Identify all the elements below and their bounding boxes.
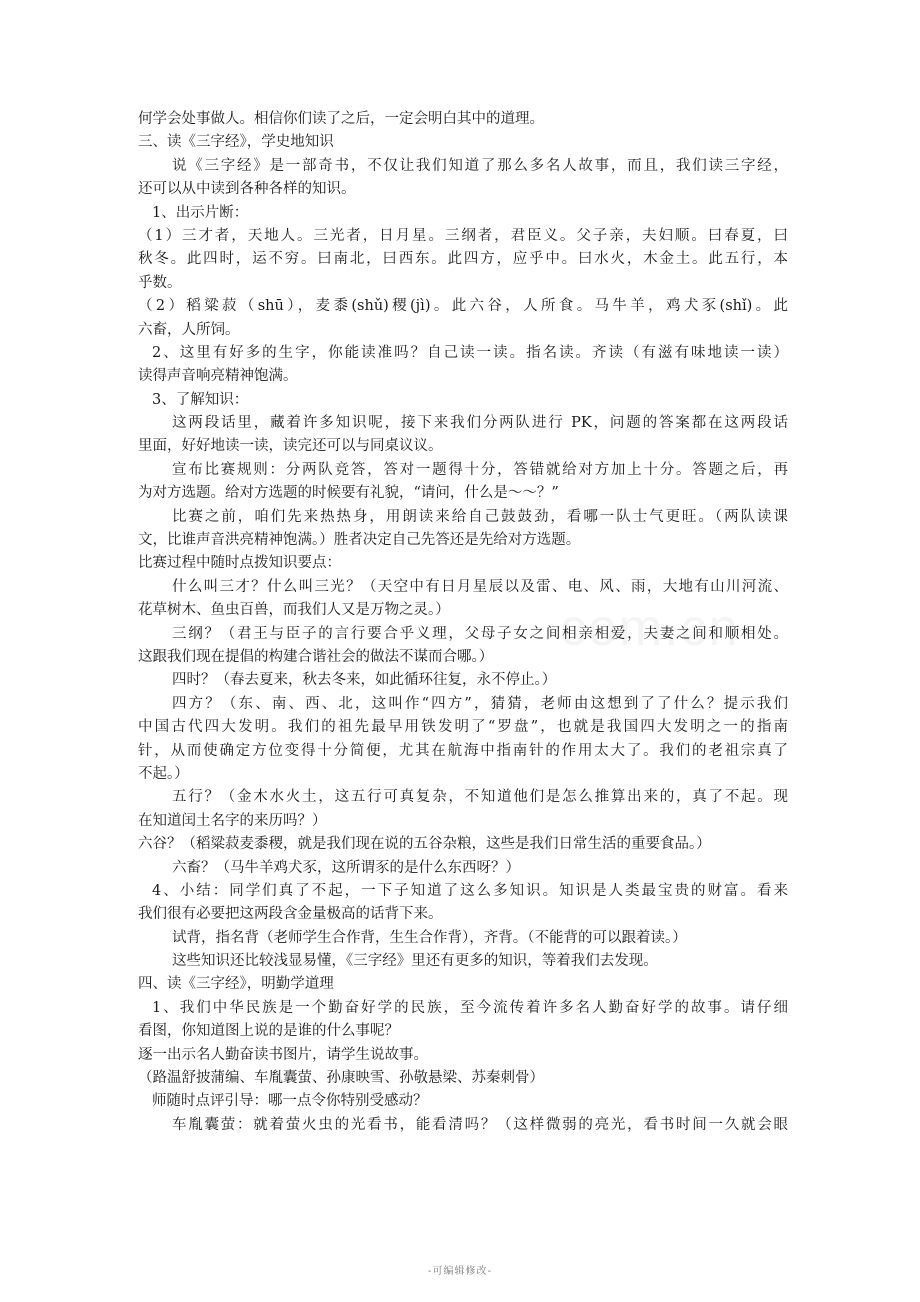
text-line: 三、读《三字经》，学史地知识 [138,134,334,151]
text-line: 试背，指名背（老师学生合作背，生生合作背），齐背。（不能背的可以跟着读。） [172,929,687,946]
text-line: 车胤囊萤：就着萤火虫的光看书，能看清吗？（这样微弱的亮光，看书时间一久就会眼 [172,1116,788,1133]
text-line: 花草树木、鱼虫百兽，而我们人又是万物之灵。） [138,602,450,619]
text-line: 逐一出示名人勤奋读书图片，请学生说故事。 [138,1046,428,1063]
text-line: 这些知识还比较浅显易懂，《三字经》里还有更多的知识，等着我们去发现。 [172,953,658,970]
document-body [138,108,788,1137]
text-line: 3、了解知识： [152,391,249,408]
text-line: 比赛之前，咱们先来热热身，用朗读来给自己鼓鼓劲，看哪一队士气更旺。（两队读课 [172,508,788,525]
text-line: 读得声音响亮精神饱满。 [138,368,298,385]
text-line: （路温舒披蒲编、车胤囊萤、孙康映雪、孙敬悬梁、苏秦刺骨） [138,1070,544,1087]
text-line: 还可以从中读到各种各样的知识。 [138,181,356,198]
text-line: 文，比谁声音洪亮精神饱满。）胜者决定自己先答还是先给对方选题。 [138,532,581,549]
text-line: 比赛过程中随时点拨知识要点： [138,555,341,572]
text-line: 4、小结：同学们真了不起，一下子知道了这么多知识。知识是人类最宝贵的财富。看来 [152,882,788,899]
text-line: 四时？（春去夏来，秋去冬来，如此循环往复，永不停止。） [172,672,557,689]
text-line: 1、我们中华民族是一个勤奋好学的民族，至今流传着许多名人勤奋好学的故事。请仔细 [152,999,788,1016]
text-line: 我们很有必要把这两段含金量极高的话背下来。 [138,906,443,923]
text-line: 中国古代四大发明。我们的祖先最早用铁发明了“罗盘”，也就是我国四大发明之一的指南 [138,719,788,736]
text-line: 秋冬。此四时，运不穷。曰南北，曰西东。此四方，应乎中。曰水火，木金土。此五行，本 [138,251,788,268]
text-line: 师随时点评引导：哪一点令你特别受感动？ [152,1093,428,1110]
text-line: 这两段话里，藏着许多知识呢，接下来我们分两队进行 PK，问题的答案都在这两段话 [172,415,788,432]
text-line: 六畜，人所饲。 [138,321,240,338]
text-line: 说《三字经》是一部奇书，不仅让我们知道了那么多名人故事，而且，我们读三字经， [172,157,788,174]
text-line: 五行？（金木水火土，这五行可真复杂，不知道他们是怎么推算出来的，真了不起。现 [172,789,788,806]
text-line: （1）三才者，天地人。三光者，日月星。三纲者，君臣义。父子亲，夫妇顺。曰春夏，曰 [138,227,788,244]
text-line: 六谷？（稻粱菽麦黍稷，就是我们现在说的五谷杂粮，这些是我们日常生活的重要食品。） [138,836,711,853]
page-footer: -可编辑修改- [427,1266,493,1277]
text-line: 看图，你知道图上说的是谁的什么事呢？ [138,1023,399,1040]
text-line: 针，从而使确定方位变得十分简便，尤其在航海中指南针的作用太大了。我们的老祖宗真了 [138,742,788,759]
text-line: 为对方选题。给对方选题的时候要有礼貌，“请问，什么是～～？” [138,485,559,502]
text-line: 在知道闰土名字的来历吗？） [138,812,327,829]
text-line: 里面，好好地读一读，读完还可以与同桌议议。 [138,438,443,455]
text-line: 三纲？（君王与臣子的言行要合乎义理，父母子女之间相亲相爱，夫妻之间和顺相处。 [172,625,788,642]
text-line: 何学会处事做人。相信你们读了之后，一定会明白其中的道理。 [138,111,544,127]
text-line: 2、这里有好多的生字，你能读准吗？自己读一读。指名读。齐读（有滋有味地读一读） [152,344,788,361]
text-line: 这跟我们现在提倡的构建合谐社会的做法不谋而合哪。） [138,648,494,665]
text-line: 六畜？（马牛羊鸡犬豕，这所谓豕的是什么东西呀？） [172,859,520,876]
text-line: 不起。） [138,765,189,782]
text-line: 1、出示片断： [152,204,249,221]
text-line: 什么叫三才？什么叫三光？（天空中有日月星辰以及雷、电、风、雨，大地有山川河流、 [172,578,788,595]
text-line: 四、读《三字经》，明勤学道理 [138,976,334,993]
text-line: （2）稻粱菽（shū），麦黍(shǔ)稷(jì)。此六谷，人所食。马牛羊，鸡犬豕(shǐ)。此 [138,298,788,315]
text-line: 四方？（东、南、西、北，这叫作“四方”，猜猜，老师由这想到了了什么？提示我们 [172,695,788,712]
text-line: 宣布比赛规则：分两队竞答，答对一题得十分，答错就给对方加上十分。答题之后，再 [172,461,788,478]
watermark: com.cn [560,599,740,657]
text-line: 乎数。 [138,274,182,291]
